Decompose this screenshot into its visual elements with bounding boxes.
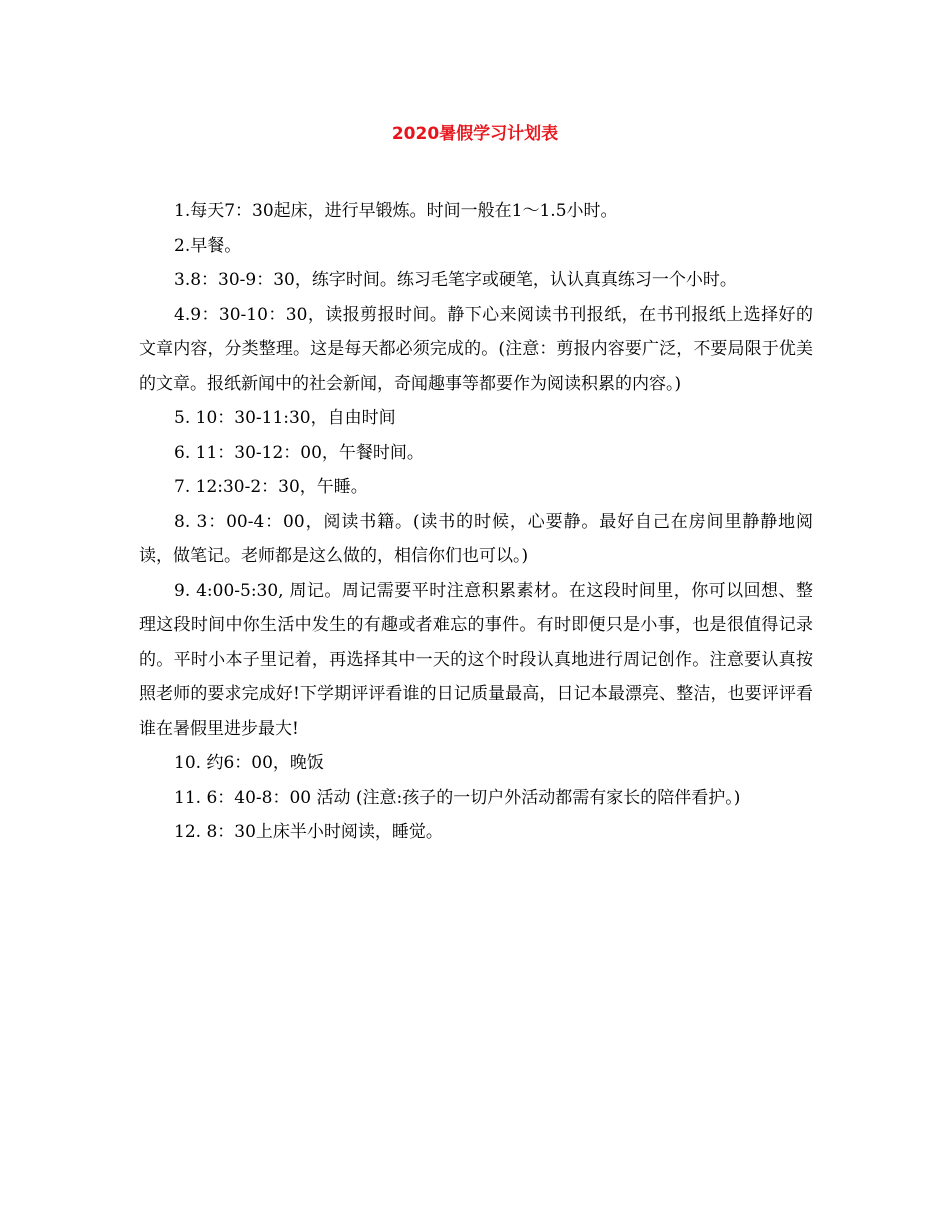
plan-item-4: 4.9：30-10：30，读报剪报时间。静下心来阅读书刊报纸，在书刊报纸上选择好的文章内容，分类整理。这是每天都必须完成的。(注意：剪报内容要广泛，不要局限于优美的文章。报纸新闻中的社会新闻，奇闻趣事等都要作为阅读积累的内容。) <box>139 304 813 394</box>
plan-item-9: 9. 4:00-5:30, 周记。周记需要平时注意积累素材。在这段时间里，你可以回想、整理这段时间中你生活中发生的有趣或者难忘的事件。有时即便只是小事，也是很值得记录的。平时小本子里记着，再选择其中一天的这个时段认真地进行周记创作。注意要认真按照老师的要求完成好!下学期评评看谁的日记质量最高，日记本最漂亮、整洁，也要评评看谁在暑假里进步最大! <box>139 580 813 739</box>
document-body <box>139 194 813 850</box>
plan-item-3: 3.8：30-9：30，练字时间。练习毛笔字或硬笔，认认真真练习一个小时。 <box>174 270 737 290</box>
plan-item-11: 11. 6：40-8：00 活动 (注意:孩子的一切户外活动都需有家长的陪伴看护。) <box>174 787 741 808</box>
plan-item-5: 5. 10：30-11:30，自由时间 <box>174 408 396 428</box>
plan-item-2: 2.早餐。 <box>174 235 242 256</box>
plan-item-1: 1.每天7：30起床，进行早锻炼。时间一般在1～1.5小时。 <box>174 201 618 221</box>
plan-item-8: 8. 3：00-4：00，阅读书籍。(读书的时候，心要静。最好自己在房间里静静地阅读，做笔记。老师都是这么做的，相信你们也可以。) <box>139 511 813 566</box>
document-title: 2020暑假学习计划表 <box>391 124 559 144</box>
plan-item-12: 12. 8：30上床半小时阅读，睡觉。 <box>174 822 443 842</box>
plan-item-10: 10. 约6：00，晚饭 <box>174 753 324 773</box>
plan-item-6: 6. 11：30-12：00，午餐时间。 <box>174 442 424 463</box>
plan-item-7: 7. 12:30-2：30，午睡。 <box>174 477 368 497</box>
